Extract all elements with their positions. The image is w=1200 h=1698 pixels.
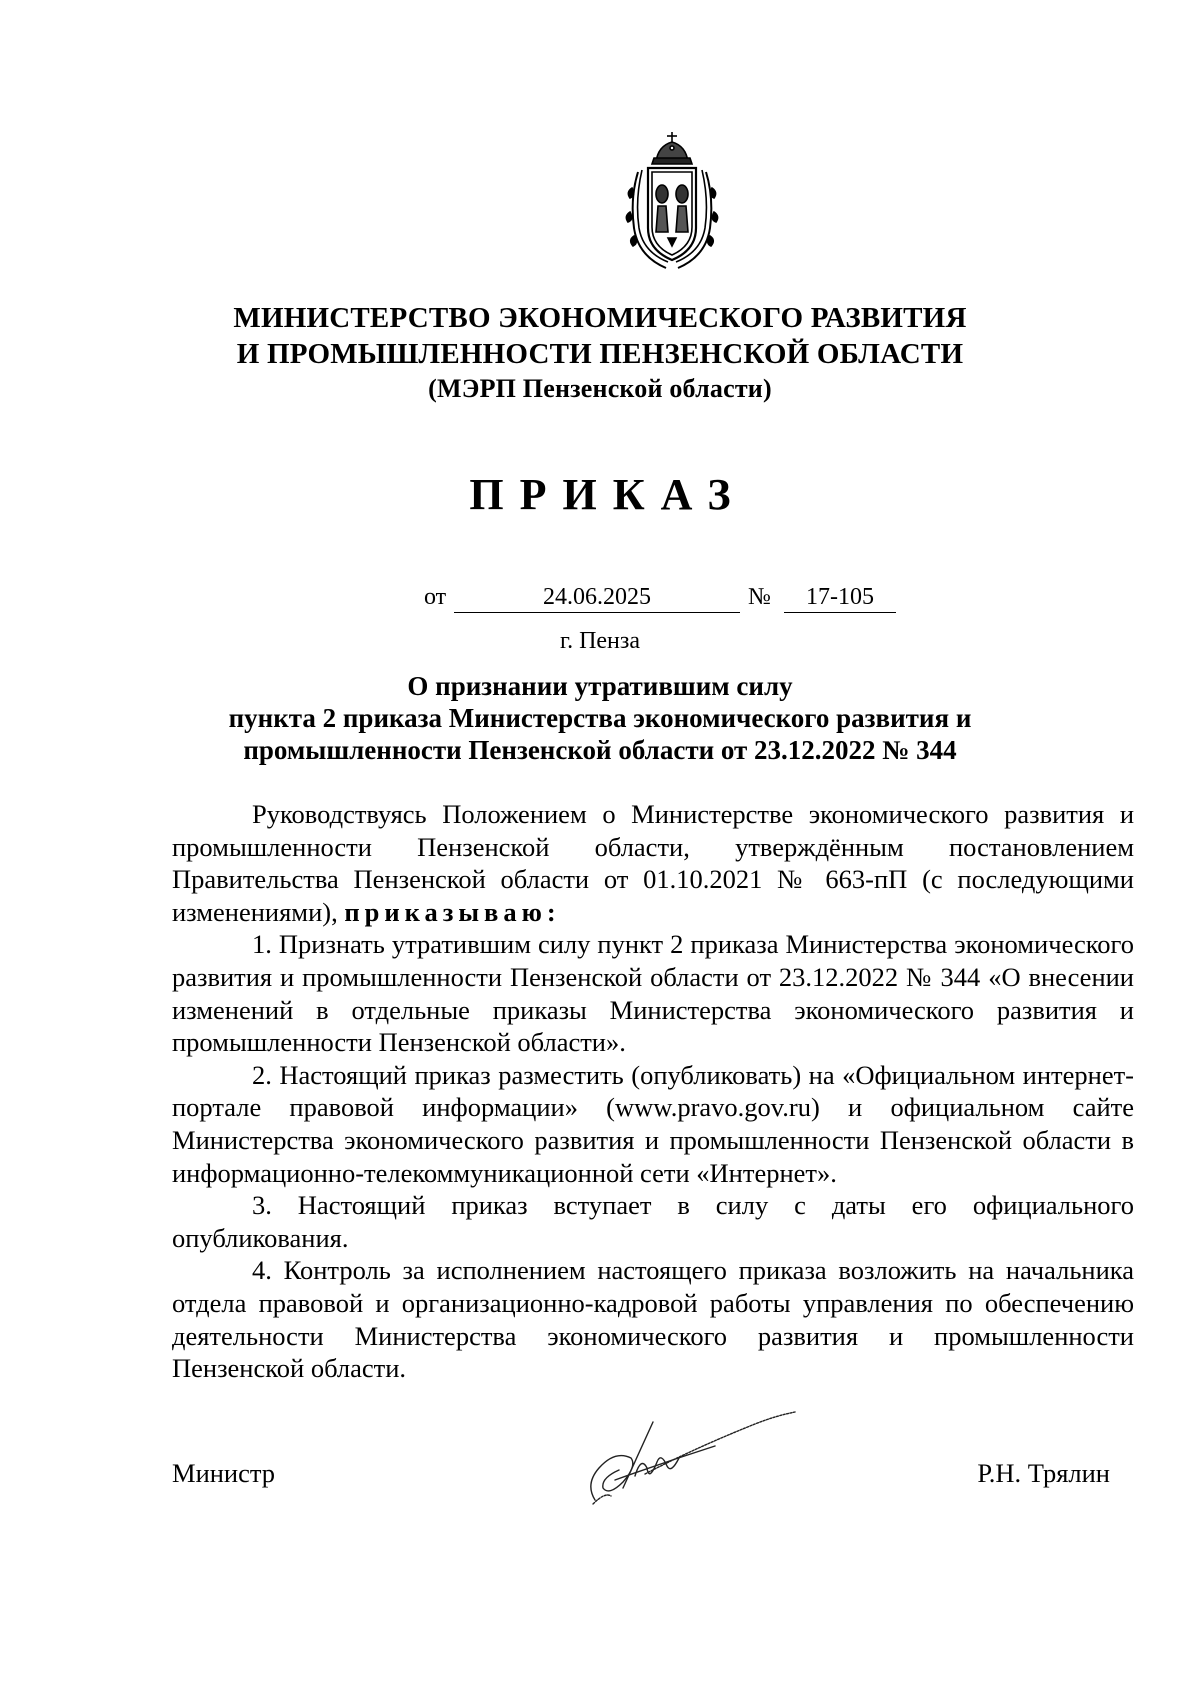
document-number: 17-105 [784,582,896,613]
date-prefix: от [424,584,447,610]
preamble-text: Руководствуясь Положением о Министерстве экономического развития и промышленности Пензенской области, утверждённым постановлением Правительства Пензенской области от 01.10.2021 № 663-пП (с последующими изменениями), [172,799,1134,927]
subject-line-3: промышленности Пензенской области от 23.12.2022 № 344 [243,735,957,765]
document-body [172,798,1134,1385]
subject-line-1: О признании утратившим силу [407,671,793,701]
ministry-abbreviation: (МЭРП Пензенской области) [428,374,772,403]
signatory-name: Р.Н. Трялин [977,1458,1110,1488]
document-city: г. Пенза [559,628,641,654]
order-item-3: 3. Настоящий приказ вступает в силу с даты его официального опубликования. [172,1190,1134,1253]
order-item-1: 1. Признать утратившим силу пункт 2 приказа Министерства экономического развития и промышленности Пензенской области от 23.12.2022 № 344 «О внесении изменений в отдельные приказы Министерства экономического развития и промышленности Пензенской области». [172,929,1134,1058]
date-number-row [0,582,1200,616]
ministry-name-line-2: И ПРОМЫШЛЕННОСТИ ПЕНЗЕНСКОЙ ОБЛАСТИ [236,338,964,370]
preamble-paragraph [172,798,1134,928]
coat-of-arms-icon [608,128,736,280]
order-item-4: 4. Контроль за исполнением настоящего приказа возложить на начальника отдела правовой и организационно-кадровой работы управления по обеспечению деятельности Министерства экономического развития и промышленности Пензенской области. [172,1255,1134,1384]
document-subject [0,670,1200,766]
ministry-name-line-1: МИНИСТЕРСТВО ЭКОНОМИЧЕСКОГО РАЗВИТИЯ [233,302,967,334]
ministry-name [0,300,1200,406]
number-sign: № [748,584,771,610]
signatory-position: Министр [172,1458,276,1488]
order-item-2: 2. Настоящий приказ разместить (опубликовать) на «Официальном интернет-портале правовой информации» (www.pravo.gov.ru) и официальном сайте Министерства экономического развития и промышленности Пензенской области в информационно-телекоммуникационной сети «Интернет». [172,1059,1134,1188]
document-title: ПРИКАЗ [469,470,747,519]
directive-text: приказываю: [344,896,561,927]
subject-line-2: пункта 2 приказа Министерства экономического развития и [228,703,972,733]
signature-row [0,1455,1200,1495]
document-date: 24.06.2025 [454,582,740,613]
